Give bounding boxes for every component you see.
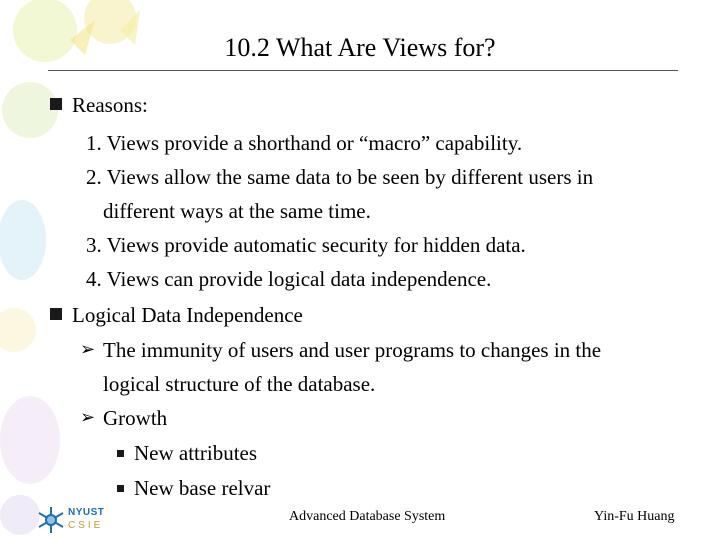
logo-text-nyust: NYUST bbox=[68, 507, 105, 518]
slide-title: 10.2 What Are Views for? bbox=[224, 33, 496, 62]
growth-item-1: New attributes bbox=[134, 441, 258, 465]
arrow-bullet-icon: ➢ bbox=[80, 339, 96, 360]
reason-item-4: 4. Views can provide logical data independence. bbox=[86, 267, 492, 291]
logo-text-csie: CSIE bbox=[68, 520, 104, 531]
reason-item-2-cont: different ways at the same time. bbox=[103, 199, 371, 223]
reason-item-2: 2. Views allow the same data to be seen by different users in bbox=[86, 165, 594, 189]
footer-author: Yin-Fu Huang bbox=[594, 509, 675, 524]
reason-item-1: 1. Views provide a shorthand or “macro” capability. bbox=[86, 131, 523, 155]
ldi-immunity-line1: The immunity of users and user programs to changes in the bbox=[103, 338, 602, 362]
ldi-heading: Logical Data Independence bbox=[72, 303, 303, 327]
growth-item-2: New base relvar bbox=[134, 476, 271, 500]
nyust-csie-logo bbox=[36, 505, 112, 535]
square-bullet-icon bbox=[50, 308, 62, 320]
small-square-bullet-icon bbox=[117, 450, 124, 457]
title-underline bbox=[48, 70, 678, 71]
snowflake-logo-icon bbox=[36, 505, 66, 535]
footer-course: Advanced Database System bbox=[289, 509, 446, 524]
ldi-immunity-line2: logical structure of the database. bbox=[103, 372, 376, 396]
reasons-heading: Reasons: bbox=[72, 93, 148, 117]
square-bullet-icon bbox=[50, 98, 62, 110]
growth-heading: Growth bbox=[103, 406, 168, 430]
arrow-bullet-icon: ➢ bbox=[80, 407, 96, 428]
small-square-bullet-icon bbox=[117, 485, 124, 492]
reason-item-3: 3. Views provide automatic security for hidden data. bbox=[86, 233, 526, 257]
